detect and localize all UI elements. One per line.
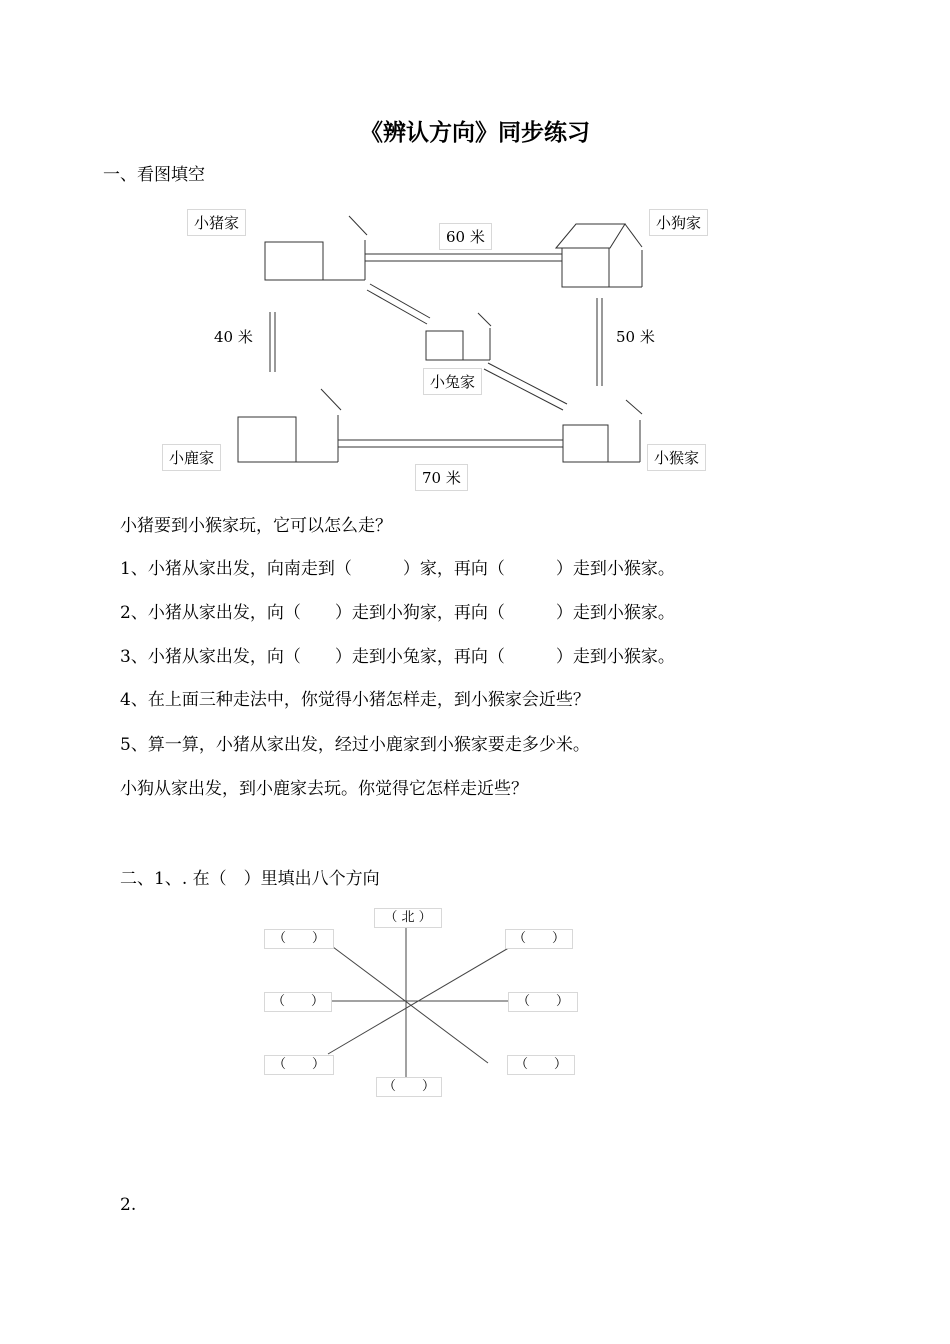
section-2-heading: 二、1、. 在（ ）里填出八个方向 xyxy=(120,869,380,889)
compass-northwest-box[interactable]: （ ） xyxy=(264,929,334,949)
compass-southwest-box[interactable]: （ ） xyxy=(264,1055,334,1075)
compass-southeast-box[interactable]: （ ） xyxy=(507,1055,575,1075)
question-intro: 小猪要到小猴家玩，它可以怎么走？ xyxy=(120,516,392,536)
compass-east-box[interactable]: （ ） xyxy=(508,992,578,1012)
distance-bottom: 70 米 xyxy=(415,464,468,491)
compass-west-box[interactable]: （ ） xyxy=(264,992,332,1012)
distance-left: 40 米 xyxy=(214,328,253,346)
compass-northeast-box[interactable]: （ ） xyxy=(505,929,573,949)
section-1-heading: 一、看图填空 xyxy=(103,165,205,185)
question-extra: 小狗从家出发，到小鹿家去玩。你觉得它怎样走近些？ xyxy=(120,779,528,799)
dog-house-label: 小狗家 xyxy=(649,209,708,236)
page-title: 《辨认方向》同步练习 xyxy=(360,119,590,146)
compass-north-box[interactable]: （ 北 ） xyxy=(374,908,442,928)
question-2: 2、小猪从家出发，向（ ）走到小狗家，再向（ ）走到小猴家。 xyxy=(120,603,675,623)
monkey-house-label: 小猴家 xyxy=(647,444,706,471)
question-3: 3、小猪从家出发，向（ ）走到小兔家，再向（ ）走到小猴家。 xyxy=(120,647,675,667)
distance-right: 50 米 xyxy=(616,328,655,346)
pig-house-label: 小猪家 xyxy=(187,209,246,236)
question-4: 4、在上面三种走法中，你觉得小猪怎样走，到小猴家会近些？ xyxy=(120,690,590,710)
question-5: 5、算一算，小猪从家出发，经过小鹿家到小猴家要走多少米。 xyxy=(120,735,590,755)
deer-house-label: 小鹿家 xyxy=(162,444,221,471)
item-2-label: 2. xyxy=(120,1195,137,1215)
compass-ne-sw-line xyxy=(328,946,512,1054)
compass-south-box[interactable]: （ ） xyxy=(376,1077,442,1097)
question-1: 1、小猪从家出发，向南走到（ ）家，再向（ ）走到小猴家。 xyxy=(120,559,675,579)
distance-top: 60 米 xyxy=(439,223,492,250)
rabbit-house-label: 小兔家 xyxy=(423,368,482,395)
